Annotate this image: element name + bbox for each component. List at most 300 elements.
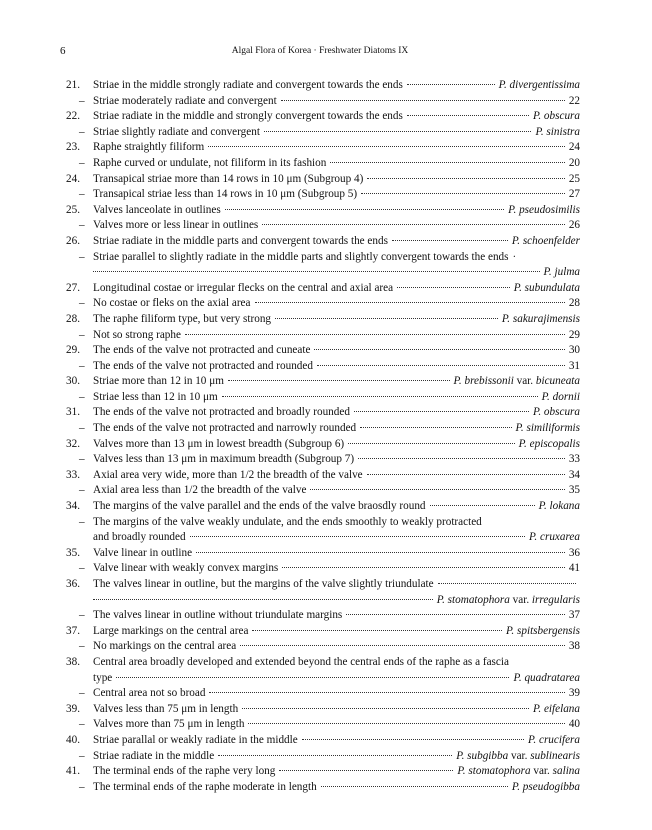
key-reference	[569, 94, 580, 110]
key-text: Striae parallal or weakly radiate in the middle	[93, 733, 298, 746]
key-line	[93, 577, 580, 593]
variety-abbrev: var.	[512, 593, 530, 606]
key-text: Striae radiate in the middle parts and convergent towards the ends	[93, 234, 388, 247]
leader-dots	[407, 84, 495, 85]
leader-dots	[242, 708, 529, 709]
key-couplet	[66, 702, 580, 718]
key-alternative	[66, 780, 580, 796]
key-text: Striae slightly radiate and convergent	[93, 125, 260, 138]
key-line	[93, 203, 580, 219]
key-reference	[457, 764, 580, 780]
leader-dots	[330, 162, 564, 163]
key-line	[93, 109, 580, 125]
key-text: Striae moderately radiate and convergent	[93, 94, 277, 107]
couplet-number: 38.	[66, 655, 80, 668]
key-reference	[528, 733, 580, 749]
key-reference	[569, 187, 580, 203]
key-reference	[542, 390, 580, 406]
key-reference	[569, 343, 580, 359]
key-text: Raphe straightly filiform	[93, 141, 205, 154]
key-text: Valves less than 75 μm in length	[93, 702, 239, 715]
key-alternative	[66, 218, 580, 234]
page-reference: 29	[568, 328, 580, 341]
key-line	[93, 359, 580, 375]
key-line	[93, 187, 580, 203]
species-name: P. subgibba	[456, 749, 509, 762]
key-line	[93, 312, 580, 328]
leader-dots	[358, 458, 565, 459]
key-reference	[508, 203, 580, 219]
key-alternative	[66, 187, 580, 203]
key-line	[93, 78, 580, 94]
page-reference: 20	[568, 156, 580, 169]
key-couplet	[66, 437, 580, 453]
key-reference	[569, 452, 580, 468]
leader-dots	[190, 536, 525, 537]
species-name: P. similiformis	[515, 422, 580, 435]
page-header	[60, 45, 580, 57]
key-line	[93, 780, 580, 796]
key-reference	[539, 499, 580, 515]
key-line	[93, 125, 580, 141]
key-text: Not so strong raphe	[93, 328, 181, 341]
page-reference: 41	[568, 562, 580, 575]
key-couplet	[66, 172, 580, 188]
key-couplet	[66, 109, 580, 125]
key-line	[93, 468, 580, 484]
species-name: P. divergentissima	[498, 79, 580, 91]
key-text: Large markings on the central area	[93, 624, 249, 637]
alternative-dash: –	[79, 453, 85, 466]
key-alternative	[66, 94, 580, 110]
key-reference	[569, 546, 580, 562]
key-text: No costae or fleks on the axial area	[93, 297, 251, 310]
key-line	[93, 218, 580, 234]
leader-dots	[93, 271, 540, 272]
key-text: Axial area very wide, more than 1/2 the breadth of the valve	[93, 468, 363, 481]
key-line	[93, 546, 580, 562]
alternative-dash: –	[79, 390, 85, 403]
leader-dots	[255, 302, 565, 303]
key-line	[93, 655, 580, 671]
key-text: The ends of the valve not protracted and broadly rounded	[93, 406, 350, 419]
page-reference: 27	[568, 188, 580, 201]
species-name: P. brebissonii	[453, 375, 514, 388]
couplet-number: 23.	[66, 141, 80, 154]
key-alternative	[66, 686, 580, 702]
key-text: The ends of the valve not protracted and rounded	[93, 359, 313, 372]
leader-dots	[282, 567, 565, 568]
key-text: The margins of the valve weakly undulate, and the ends smoothly to weakly protracted	[93, 515, 482, 528]
key-alternative	[66, 125, 580, 141]
alternative-dash: –	[79, 422, 85, 435]
species-name: P. quadratarea	[513, 671, 580, 684]
key-couplet	[66, 499, 580, 515]
key-alternative	[66, 452, 580, 468]
leader-dots	[93, 599, 433, 600]
key-text: Valve linear with weakly convex margins	[93, 562, 279, 575]
key-line	[93, 281, 580, 297]
species-name: P. stomatophora	[436, 593, 510, 606]
page-reference: 24	[568, 141, 580, 154]
trailing-dot: ·	[512, 250, 517, 263]
key-line	[93, 608, 580, 624]
species-name: P. crucifera	[528, 733, 580, 746]
page-reference: 34	[568, 468, 580, 481]
key-reference	[533, 109, 580, 125]
key-reference	[502, 312, 580, 328]
key-line	[93, 702, 580, 718]
key-couplet	[66, 468, 580, 484]
species-name: P. episcopalis	[518, 437, 580, 450]
page-reference: 33	[568, 453, 580, 466]
key-reference	[533, 702, 580, 718]
key-line	[93, 296, 580, 312]
page-reference: 30	[568, 344, 580, 357]
key-reference	[514, 281, 580, 297]
key-line	[93, 421, 580, 437]
key-line	[93, 452, 580, 468]
species-name: P. subundulata	[513, 281, 580, 294]
leader-dots	[252, 630, 502, 631]
leader-dots	[264, 131, 532, 132]
leader-dots	[392, 240, 508, 241]
alternative-dash: –	[79, 562, 85, 575]
alternative-dash: –	[79, 780, 85, 793]
key-line	[93, 515, 580, 531]
leader-dots	[209, 692, 564, 693]
leader-dots	[321, 786, 508, 787]
key-reference	[529, 530, 580, 546]
key-line	[93, 717, 580, 733]
key-alternative	[66, 390, 580, 406]
leader-dots	[346, 614, 565, 615]
alternative-dash: –	[79, 359, 85, 372]
leader-dots	[438, 583, 576, 584]
key-text: Valves less than 13 μm in maximum breadth (Subgroup 7)	[93, 453, 355, 466]
couplet-number: 25.	[66, 203, 80, 216]
key-text: The terminal ends of the raphe very long	[93, 765, 276, 778]
key-couplet	[66, 140, 580, 156]
page-reference: 39	[568, 687, 580, 700]
key-text: The valves linear in outline without triundulate margins	[93, 609, 343, 622]
species-name: P. sinistra	[535, 125, 580, 138]
key-text: Valves more or less linear in outlines	[93, 219, 259, 232]
key-text: Striae radiate in the middle and strongly convergent towards the ends	[93, 110, 403, 123]
key-reference	[569, 483, 580, 499]
couplet-number: 22.	[66, 110, 80, 123]
key-couplet	[66, 234, 580, 250]
identification-key	[66, 78, 580, 795]
species-name: P. sakurajimensis	[501, 312, 580, 325]
key-alternative	[66, 483, 580, 499]
key-couplet	[66, 203, 580, 219]
leader-dots	[218, 755, 452, 756]
species-name: P. spitsbergensis	[506, 624, 580, 637]
species-name: P. obscura	[532, 406, 580, 419]
key-reference	[569, 140, 580, 156]
page-reference: 40	[568, 718, 580, 731]
key-text: Transapical striae less than 14 rows in 10 μm (Subgroup 5)	[93, 188, 358, 201]
key-line	[93, 390, 580, 406]
key-line	[93, 733, 580, 749]
key-line	[93, 593, 580, 609]
key-text: The ends of the valve not protracted and cuneate	[93, 344, 311, 357]
key-line	[93, 437, 580, 453]
leader-dots	[196, 552, 565, 553]
alternative-dash: –	[79, 718, 85, 731]
couplet-number: 29.	[66, 344, 80, 357]
species-name: P. julma	[543, 266, 580, 279]
key-line	[93, 561, 580, 577]
key-line	[93, 499, 580, 515]
key-reference	[544, 265, 580, 281]
leader-dots	[367, 474, 565, 475]
page-reference: 26	[568, 219, 580, 232]
leader-dots	[361, 193, 565, 194]
key-line	[93, 764, 580, 780]
key-text: The ends of the valve not protracted and narrowly rounded	[93, 422, 357, 435]
key-couplet	[66, 624, 580, 640]
key-alternative	[66, 515, 580, 546]
page-reference: 25	[568, 172, 580, 185]
leader-dots	[310, 489, 564, 490]
leader-dots	[208, 146, 565, 147]
leader-dots	[348, 443, 515, 444]
key-reference	[454, 374, 580, 390]
running-title: Algal Flora of Korea · Freshwater Diatoms IX	[231, 46, 409, 56]
key-couplet	[66, 312, 580, 328]
leader-dots	[275, 318, 498, 319]
leader-dots	[397, 287, 510, 288]
alternative-dash: –	[79, 125, 85, 138]
key-text: Transapical striae more than 14 rows in 10 μm (Subgroup 4)	[93, 172, 364, 185]
key-line	[93, 483, 580, 499]
key-couplet	[66, 405, 580, 421]
page-reference: 37	[568, 609, 580, 622]
key-reference	[437, 593, 580, 609]
key-text: Striae parallel to slightly radiate in the middle parts and slightly convergent towards the ends	[93, 250, 509, 263]
species-name: P. cruxarea	[529, 531, 580, 544]
key-text-continued: type	[93, 671, 113, 684]
leader-dots	[279, 770, 453, 771]
species-name: P. dornii	[541, 390, 580, 403]
leader-dots	[430, 505, 535, 506]
species-name: P. lokana	[538, 500, 580, 513]
key-reference	[569, 328, 580, 344]
variety-name: salina	[552, 765, 580, 778]
couplet-number: 37.	[66, 624, 80, 637]
key-text: Striae more than 12 in 10 μm	[93, 375, 224, 388]
key-reference	[569, 296, 580, 312]
key-text-continued: and broadly rounded	[93, 531, 186, 544]
key-text: The valves linear in outline, but the margins of the valve slightly triundulate	[93, 578, 434, 590]
species-name: P. obscura	[532, 110, 580, 123]
alternative-dash: –	[79, 250, 85, 263]
key-reference	[569, 686, 580, 702]
key-text: Valves lanceolate in outlines	[93, 203, 221, 216]
alternative-dash: –	[79, 640, 85, 653]
key-reference	[516, 421, 580, 437]
key-couplet	[66, 281, 580, 297]
key-reference	[506, 624, 580, 640]
alternative-dash: –	[79, 94, 85, 107]
couplet-number: 35.	[66, 546, 80, 559]
variety-abbrev: var.	[516, 375, 534, 388]
leader-dots	[302, 739, 524, 740]
key-alternative	[66, 717, 580, 733]
couplet-number: 30.	[66, 375, 80, 388]
leader-dots	[222, 396, 538, 397]
alternative-dash: –	[79, 156, 85, 169]
alternative-dash: –	[79, 687, 85, 700]
leader-dots	[354, 411, 529, 412]
variety-name: sublinearis	[530, 749, 580, 762]
couplet-number: 28.	[66, 312, 80, 325]
couplet-number: 40.	[66, 733, 80, 746]
key-alternative	[66, 639, 580, 655]
leader-dots	[281, 100, 565, 101]
variety-name: bicuneata	[535, 375, 580, 388]
key-line	[93, 265, 580, 281]
key-alternative	[66, 328, 580, 344]
key-text: Central area broadly developed and extended beyond the central ends of the raphe as a fascia	[93, 655, 509, 668]
key-text: Valves more than 13 μm in lowest breadth (Subgroup 6)	[93, 437, 345, 450]
key-line	[93, 671, 580, 687]
leader-dots	[240, 645, 565, 646]
page-reference: 35	[568, 484, 580, 497]
key-line	[93, 624, 580, 640]
key-reference	[512, 234, 580, 250]
key-line	[93, 686, 580, 702]
couplet-number: 33.	[66, 468, 80, 481]
leader-dots	[228, 380, 450, 381]
key-reference	[535, 125, 580, 141]
key-text: Striae radiate in the middle	[93, 749, 215, 762]
key-text: Axial area less than 1/2 the breadth of the valve	[93, 484, 307, 497]
key-reference	[569, 359, 580, 375]
key-text: Central area not so broad	[93, 687, 206, 700]
key-reference	[569, 639, 580, 655]
leader-dots	[262, 224, 565, 225]
key-couplet	[66, 374, 580, 390]
alternative-dash: –	[79, 515, 85, 528]
key-line	[93, 94, 580, 110]
key-alternative	[66, 296, 580, 312]
key-text: Raphe curved or undulate, not filiform in its fashion	[93, 156, 327, 169]
key-text: The margins of the valve parallel and the ends of the valve braosdly round	[93, 500, 426, 513]
key-couplet	[66, 733, 580, 749]
page-reference: 36	[568, 546, 580, 559]
key-text: Striae in the middle strongly radiate and convergent towards the ends	[93, 79, 403, 91]
key-text: Valve linear in outline	[93, 546, 193, 559]
key-reference	[569, 608, 580, 624]
key-line	[93, 530, 580, 546]
key-text: Valves more than 75 μm in length	[93, 718, 245, 731]
key-couplet	[66, 764, 580, 780]
key-text: Longitudinal costae or irregular flecks on the central and axial area	[93, 281, 394, 294]
alternative-dash: –	[79, 219, 85, 232]
species-name: P. stomatophora	[457, 765, 531, 778]
couplet-number: 27.	[66, 281, 80, 294]
leader-dots	[314, 349, 564, 350]
alternative-dash: –	[79, 484, 85, 497]
key-reference	[512, 780, 580, 796]
key-line	[93, 749, 580, 765]
key-line	[93, 172, 580, 188]
couplet-number: 36.	[66, 578, 80, 590]
key-alternative	[66, 608, 580, 624]
key-reference	[569, 218, 580, 234]
leader-dots	[116, 677, 509, 678]
key-alternative	[66, 749, 580, 765]
key-line	[93, 405, 580, 421]
key-text: No markings on the central area	[93, 640, 237, 653]
key-line	[93, 140, 580, 156]
couplet-number: 21.	[66, 79, 80, 91]
species-name: P. pseudogibba	[511, 780, 580, 793]
key-text: Striae less than 12 in 10 μm	[93, 390, 218, 403]
couplet-number: 39.	[66, 702, 80, 715]
variety-abbrev: var.	[533, 765, 550, 778]
leader-dots	[367, 178, 564, 179]
alternative-dash: –	[79, 297, 85, 310]
species-name: P. eifelana	[532, 702, 580, 715]
key-reference	[533, 405, 580, 421]
key-text: The terminal ends of the raphe moderate in length	[93, 780, 317, 793]
key-reference	[569, 468, 580, 484]
leader-dots	[248, 723, 564, 724]
key-reference	[569, 717, 580, 733]
key-reference	[456, 749, 580, 765]
key-reference	[519, 437, 580, 453]
alternative-dash: –	[79, 188, 85, 201]
key-alternative	[66, 561, 580, 577]
leader-dots	[225, 209, 504, 210]
alternative-dash: –	[79, 328, 85, 341]
alternative-dash: –	[79, 609, 85, 622]
leader-dots	[317, 365, 565, 366]
variety-abbrev: var.	[511, 749, 528, 762]
leader-dots	[360, 427, 511, 428]
couplet-number: 32.	[66, 437, 80, 450]
key-line	[93, 250, 580, 266]
couplet-number: 31.	[66, 406, 80, 419]
page-reference: 38	[568, 640, 580, 653]
couplet-number: 34.	[66, 500, 80, 513]
leader-dots	[407, 115, 529, 116]
key-reference	[569, 172, 580, 188]
couplet-number: 26.	[66, 234, 80, 247]
variety-name: irregularis	[531, 593, 580, 606]
key-line	[93, 639, 580, 655]
couplet-number: 41.	[66, 765, 80, 778]
page-reference: 22	[568, 94, 580, 107]
page-reference: 31	[568, 359, 580, 372]
key-reference	[513, 671, 580, 687]
page-number: 6	[60, 45, 66, 57]
key-line	[93, 234, 580, 250]
couplet-number: 24.	[66, 172, 80, 185]
leader-dots	[185, 334, 565, 335]
page-reference: 28	[568, 297, 580, 310]
key-couplet	[66, 546, 580, 562]
key-alternative	[66, 359, 580, 375]
key-couplet	[66, 577, 580, 608]
key-alternative	[66, 156, 580, 172]
species-name: P. pseudosimilis	[508, 203, 580, 216]
alternative-dash: –	[79, 749, 85, 762]
